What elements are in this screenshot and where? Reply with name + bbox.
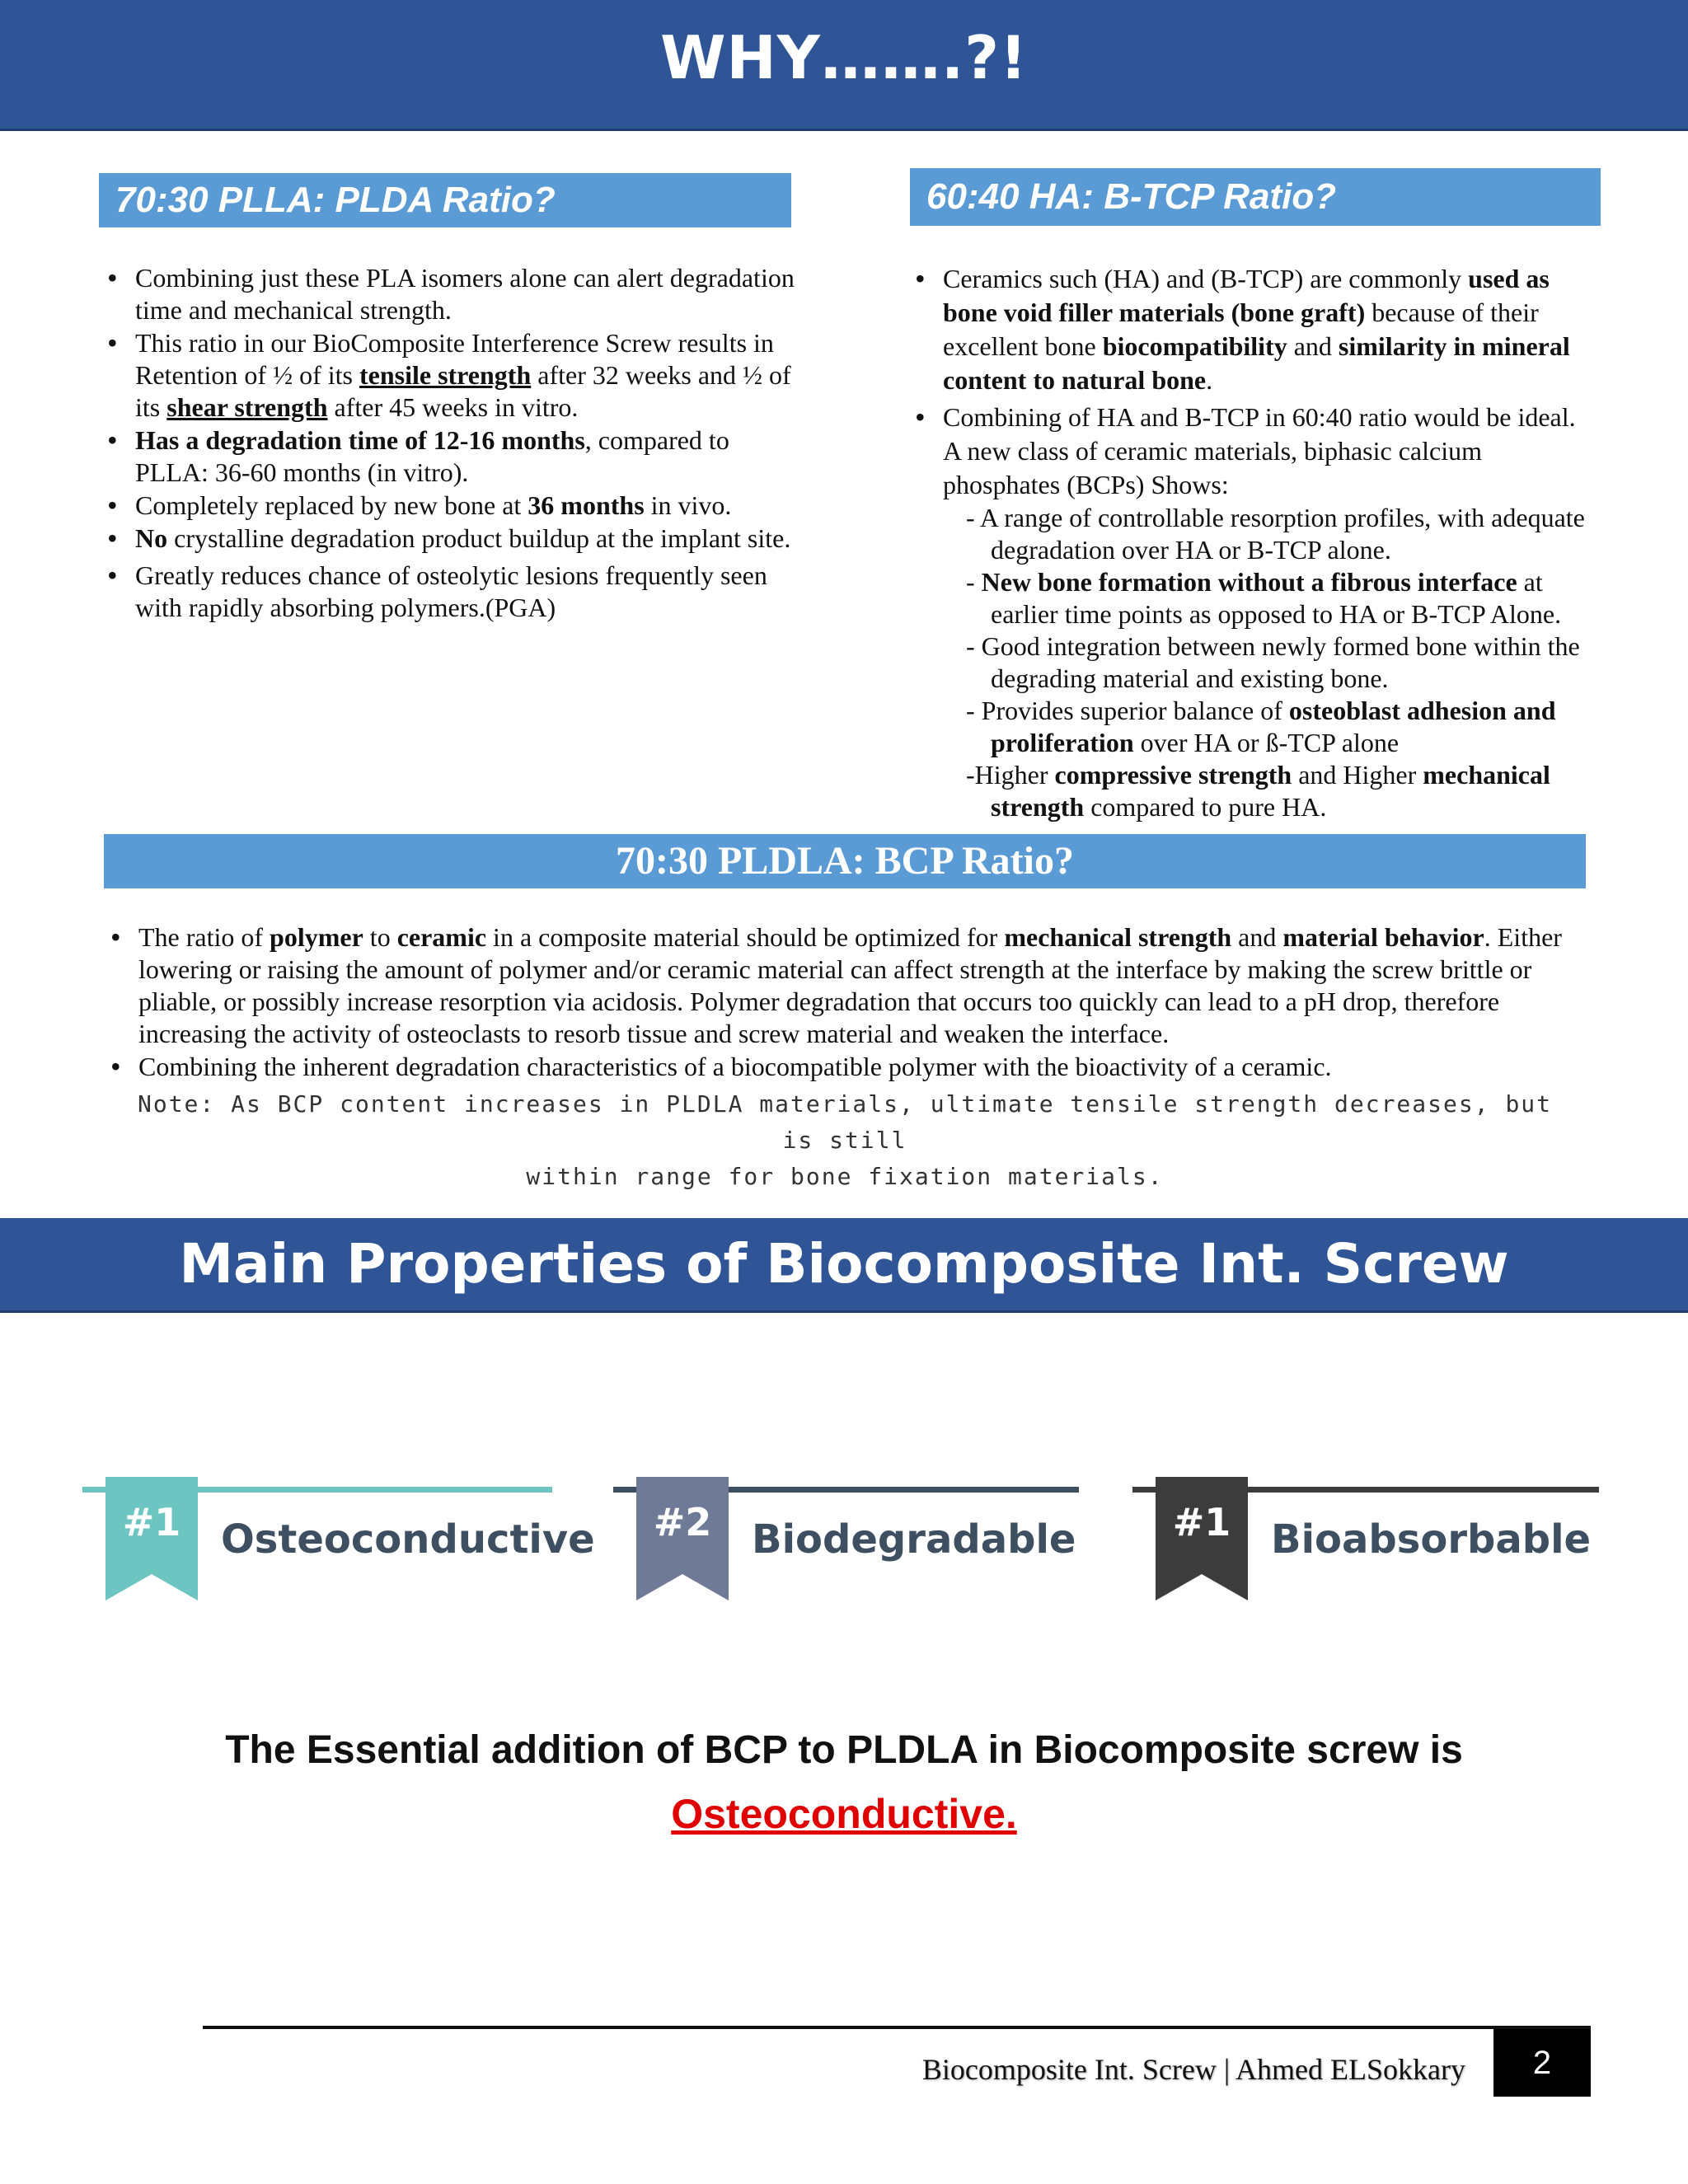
list-item: • This ratio in our BioComposite Interference Screw results in Retention of ½ of its tensile strength after 32 weeks and ½ of its shear strength after 45 weeks in vitro. bbox=[104, 327, 796, 424]
list-item: • Combining just these PLA isomers alone can alert degradation time and mechanical strength. bbox=[104, 262, 796, 326]
property-bioabsorbable bbox=[1132, 1475, 1599, 1607]
property-label: Osteoconductive bbox=[221, 1516, 595, 1563]
section-heading-plla-plda: 70:30 PLLA: PLDA Ratio? bbox=[99, 173, 791, 227]
ha-btcp-list bbox=[912, 262, 1596, 824]
list-item: • Combining of HA and B-TCP in 60:40 ratio would be ideal. A new class of ceramic materials, biphasic calcium phosphates (BCPs) Shows: - A range of controllable resorption profiles, with adequate degradation over HA or B-TCP alone. - New bone formation without a fibrous interface at earlier time points as opposed to HA or B-TCP Alone. - Good integration between newly formed bone within the degrading material and existing bone. - Provides superior balance of osteoblast adhesion and proliferation over HA or ß-TCP alone -Higher compressive strength and Higher mechanical strength compared to pure HA. bbox=[912, 401, 1596, 823]
list-item: • No crystalline degradation product buildup at the implant site. bbox=[104, 523, 796, 555]
sub-item: - A range of controllable resorption profiles, with adequate degradation over HA or B-TCP alone. bbox=[966, 503, 1585, 565]
tensile-strength-term: tensile strength bbox=[359, 360, 532, 390]
property-number: #2 bbox=[653, 1500, 712, 1544]
sub-item: - Good integration between newly formed bone within the degrading material and existing bone. bbox=[966, 631, 1580, 693]
list-item: • Combining the inherent degradation characteristics of a biocompatible polymer with the bioactivity of a ceramic. bbox=[107, 1051, 1591, 1083]
list-item: • Ceramics such (HA) and (B-TCP) are commonly used as bone void filler materials (bone graft) because of their excellent bone biocompatibility and similarity in mineral content to natural bone. bbox=[912, 262, 1596, 397]
property-label: Bioabsorbable bbox=[1271, 1516, 1592, 1563]
sub-item: - New bone formation without a fibrous interface at earlier time points as opposed to HA or B-TCP Alone. bbox=[966, 567, 1562, 629]
sub-item: - Provides superior balance of osteoblast adhesion and proliferation over HA or ß-TCP alone bbox=[966, 696, 1556, 757]
property-number: #1 bbox=[1172, 1500, 1231, 1544]
list-item: • Completely replaced by new bone at 36 months in vivo. bbox=[104, 490, 796, 522]
property-number: #1 bbox=[122, 1500, 181, 1544]
properties-title: Main Properties of Biocomposite Int. Screw bbox=[179, 1232, 1509, 1296]
list-item: • The ratio of polymer to ceramic in a composite material should be optimized for mechanical strength and material behavior. Either lowering or raising the amount of polymer and/or ceramic material can affect strength at the interface by making the screw brittle or pliable, or possibly increase resorption via acidosis. Polymer degradation that occurs too quickly can lead to a pH drop, therefore increasing the activity of osteoclasts to resorb tissue and screw material and weaken the interface. bbox=[107, 921, 1591, 1050]
property-label: Biodegradable bbox=[752, 1516, 1076, 1563]
property-biodegradable bbox=[613, 1475, 1079, 1607]
properties-banner bbox=[0, 1218, 1688, 1313]
list-item: • Greatly reduces chance of osteolytic lesions frequently seen with rapidly absorbing polymers.(PGA) bbox=[104, 560, 796, 624]
page-title-banner bbox=[0, 0, 1688, 131]
footer-divider bbox=[203, 2026, 1591, 2029]
section-heading-ha-btcp: 60:40 HA: B-TCP Ratio? bbox=[910, 168, 1601, 226]
sub-item: -Higher compressive strength and Higher mechanical strength compared to pure HA. bbox=[966, 760, 1550, 822]
essential-statement: The Essential addition of BCP to PLDLA in Biocomposite screw is bbox=[225, 1728, 1463, 1772]
section-heading-pldla-bcp: 70:30 PLDLA: BCP Ratio? bbox=[104, 834, 1586, 888]
shear-strength-term: shear strength bbox=[166, 392, 328, 422]
list-item: • Has a degradation time of 12-16 months, compared to PLLA: 36-60 months (in vitro). bbox=[104, 424, 796, 489]
page-number: 2 bbox=[1493, 2029, 1591, 2097]
plla-plda-list bbox=[104, 262, 796, 625]
footer-text: Biocomposite Int. Screw | Ahmed ELSokkary bbox=[921, 2053, 1465, 2086]
pldla-bcp-list bbox=[107, 921, 1591, 1084]
essential-highlight: Osteoconductive. bbox=[671, 1791, 1017, 1837]
property-osteoconductive bbox=[82, 1475, 595, 1607]
page-title: WHY…….?! bbox=[660, 23, 1028, 92]
note-text: Note: As BCP content increases in PLDLA materials, ultimate tensile strength decreases, but is still within range for bone fixation materials. bbox=[137, 1090, 1553, 1190]
